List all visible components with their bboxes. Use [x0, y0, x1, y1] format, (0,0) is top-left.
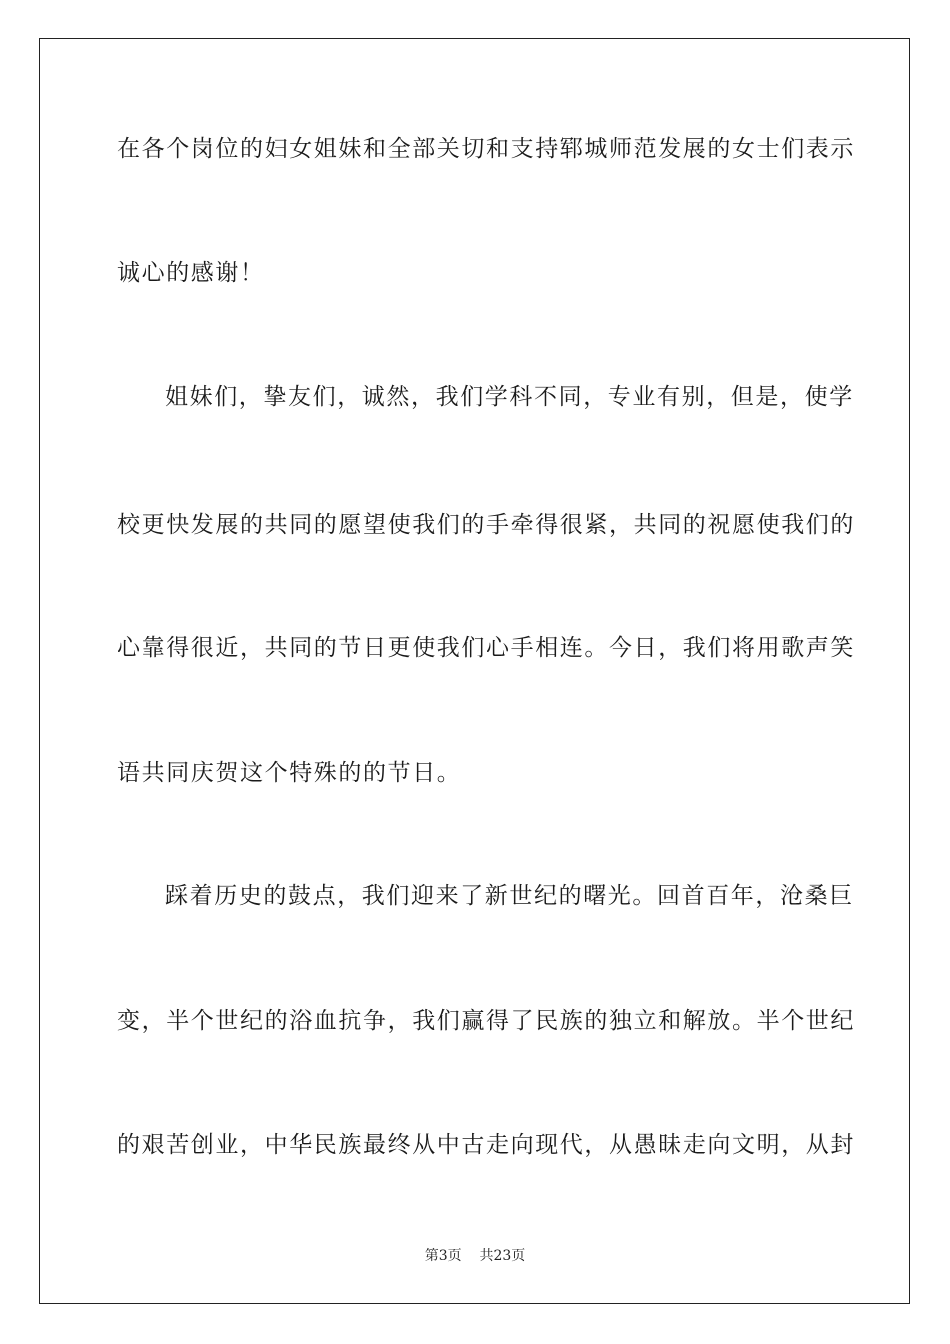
body-text-line-9: 的艰苦创业，中华民族最终从中古走向现代，从愚昧走向文明，从封: [117, 1132, 855, 1158]
page-footer: [0, 1247, 950, 1265]
body-text-line-7: 踩着历史的鼓点，我们迎来了新世纪的曙光。回首百年，沧桑巨: [165, 883, 854, 909]
body-text-line-5: 心靠得很近，共同的节日更使我们心手相连。今日，我们将用歌声笑: [117, 635, 855, 661]
body-text-line-3: 姐妹们，挚友们，诚然，我们学科不同，专业有别，但是，使学: [165, 384, 854, 410]
page-border: [39, 38, 910, 1304]
body-text-line-4: 校更快发展的共同的愿望使我们的手牵得很紧，共同的祝愿使我们的: [117, 512, 855, 538]
body-text-line-6: 语共同庆贺这个特殊的的节日。: [117, 760, 462, 786]
page-number: 第3页: [424, 1248, 462, 1264]
body-text-line-1: 在各个岗位的妇女姐妹和全部关切和支持郓城师范发展的女士们表示: [117, 136, 855, 162]
body-text-line-8: 变，半个世纪的浴血抗争，我们赢得了民族的独立和解放。半个世纪: [117, 1008, 855, 1034]
page-total: 共23页: [479, 1248, 526, 1264]
body-text-line-2: 诚心的感谢！: [117, 260, 265, 286]
